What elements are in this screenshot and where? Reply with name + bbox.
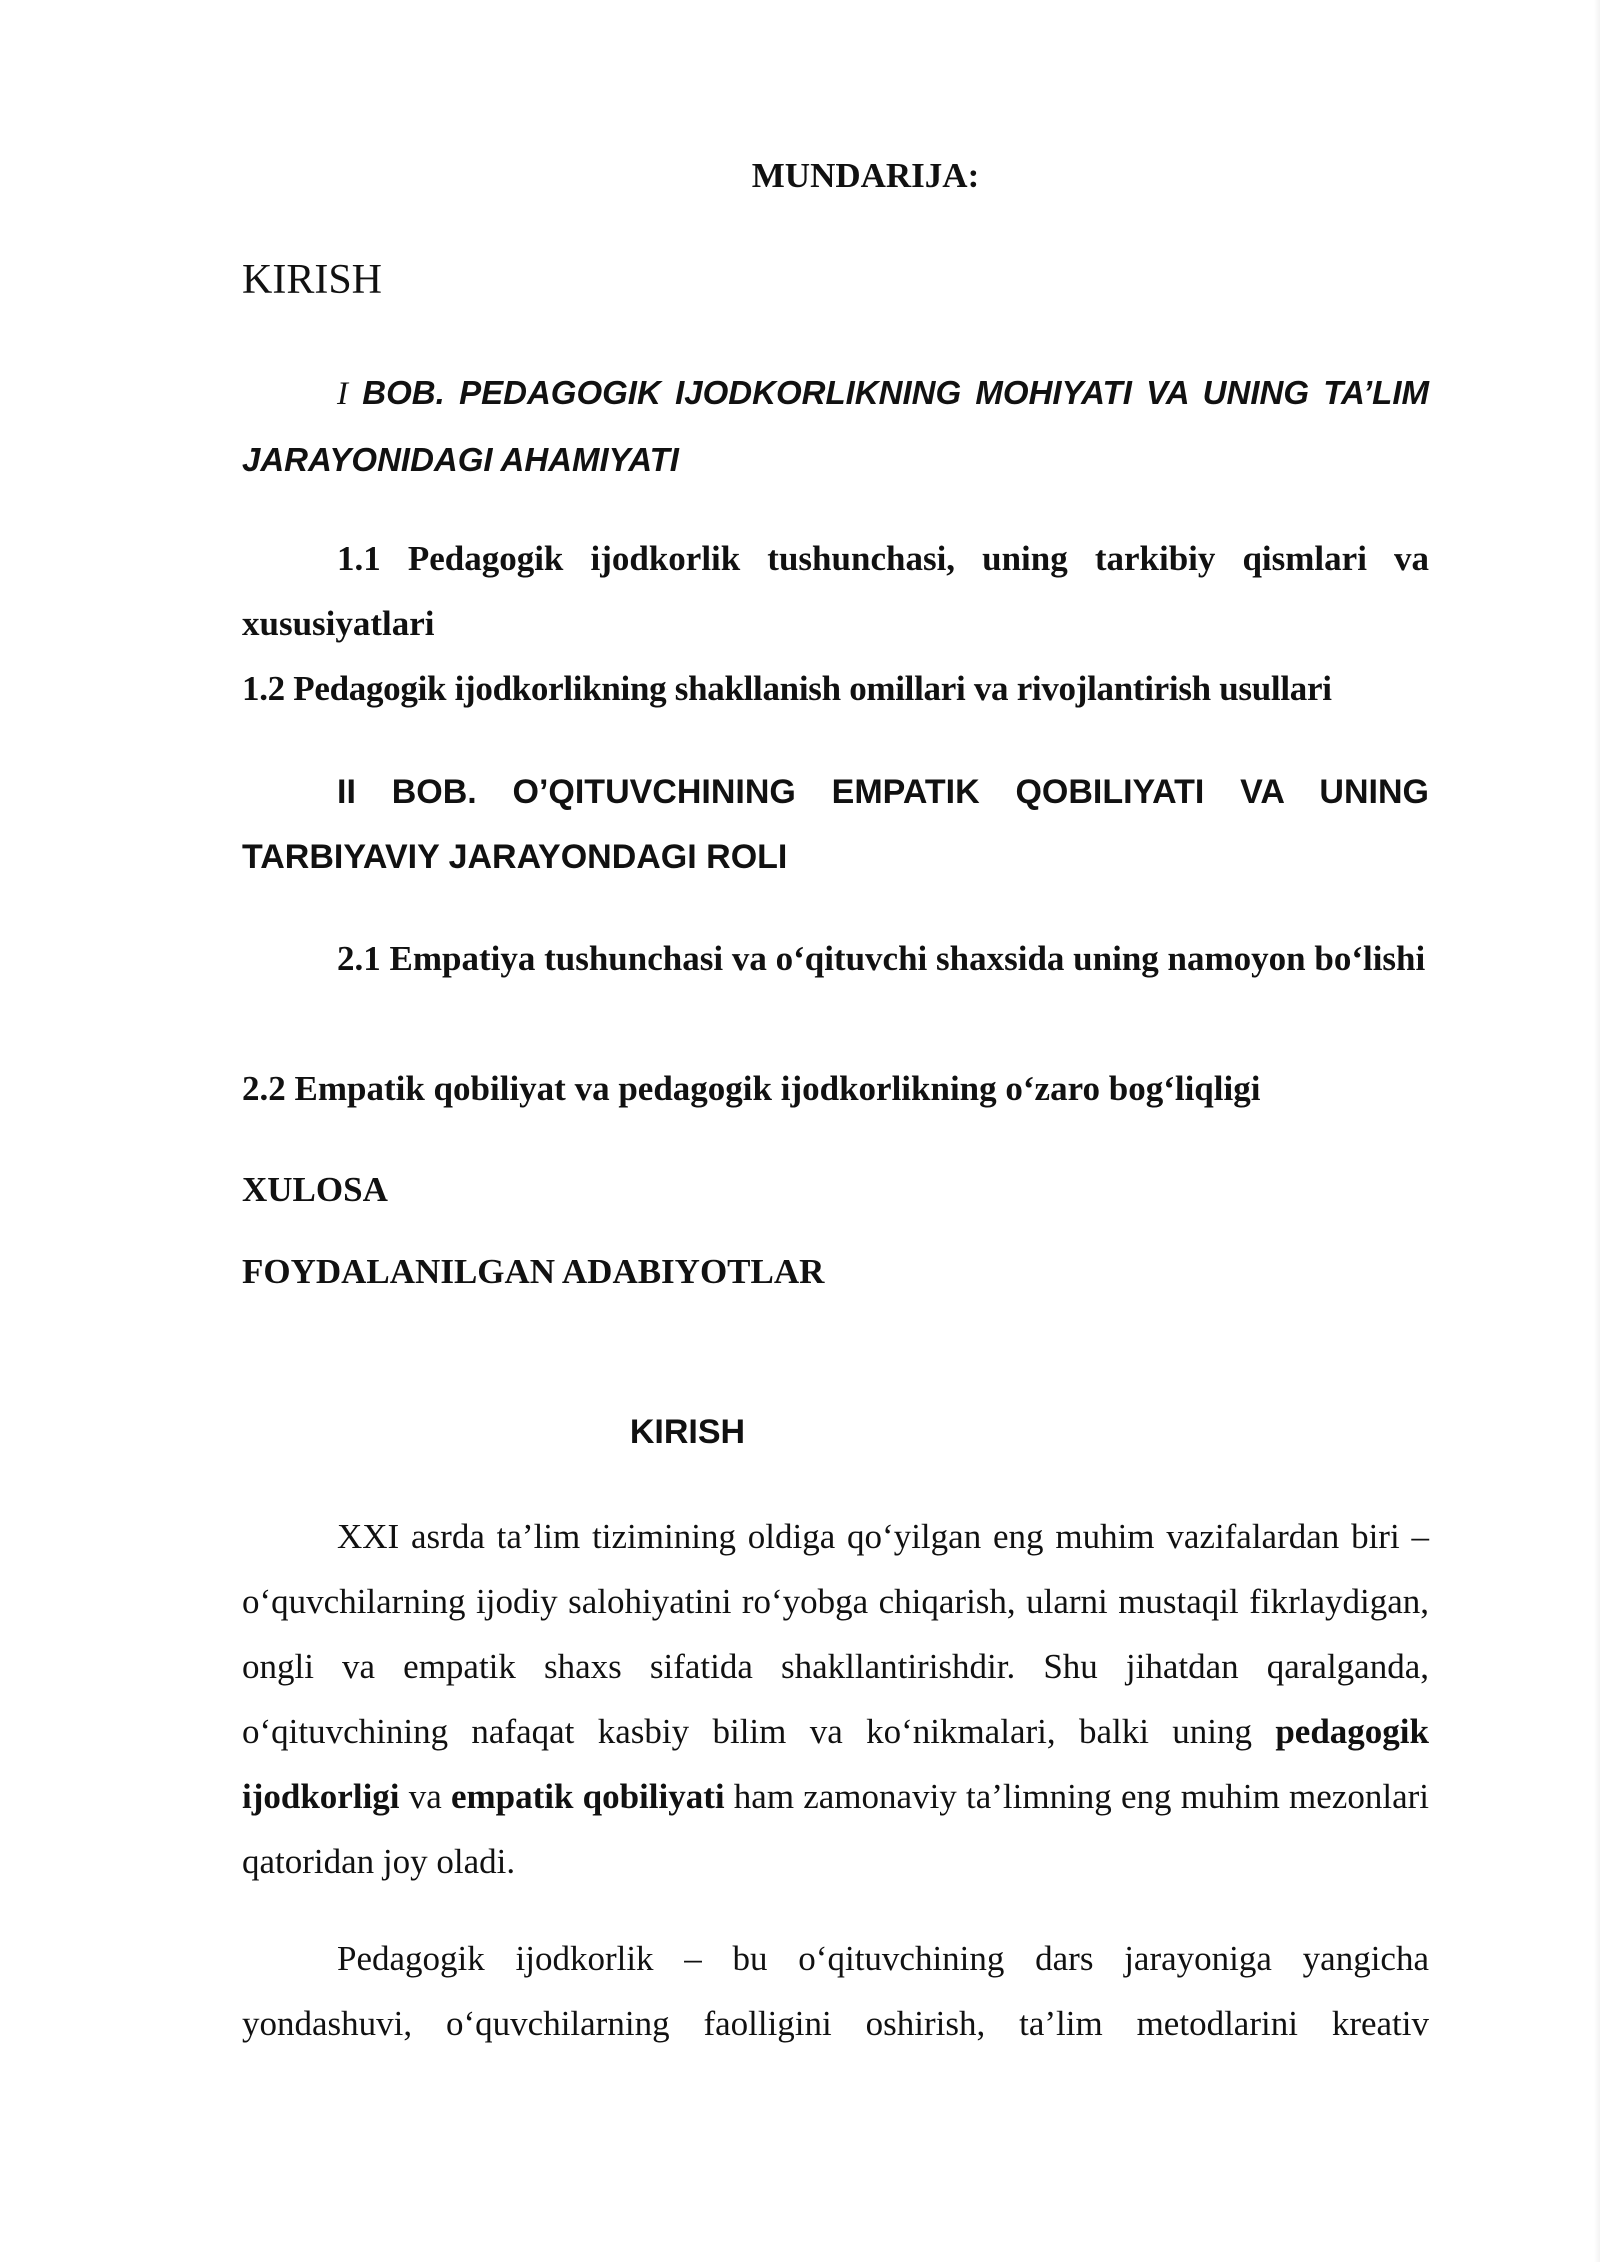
paragraph-1-bold-term-1: pedagogik ijodkorligi (242, 1712, 1429, 1816)
paragraph-1-text-b: va (399, 1777, 451, 1816)
paragraph-1-text-a: XXI asrda ta’lim tizimining oldiga qo‘yilgan eng muhim vazifalardan biri – o‘quvchilarning ijodiy salohiyatini ro‘yobga chiqarish, ularni mustaqil fikrlaydigan, ongli va empatik shaxs sifatida shakllantirishdir. Shu jihatdan qaralganda, o‘qituvchining nafaqat kasbiy bilim va ko‘nikmalari, balki uning (242, 1517, 1429, 1751)
toc-section-1-2: 1.2 Pedagogik ijodkorlikning shakllanish omillari va rivojlantirish usullari (242, 669, 1332, 708)
paragraph-1-bold-term-2: empatik qobiliyati (450, 1777, 725, 1816)
toc-chapter-1-title: BOB. PEDAGOGIK IJODKORLIKNING MOHIYATI VA UNING TA’LIM JARAYONIDAGI AHAMIYATI (242, 374, 1429, 478)
intro-paragraph-1 (242, 1504, 1429, 1894)
toc-chapter-1 (242, 360, 1429, 492)
paragraph-1-text-c: ham zamonaviy ta’limning eng muhim mezonlari qatoridan joy oladi. (242, 1777, 1429, 1881)
toc-section-2-1: 2.1 Empatiya tushunchasi va o‘qituvchi shaxsida uning namoyon bo‘lishi (337, 939, 1426, 978)
page-edge-shadow (1594, 0, 1600, 2262)
toc-entry-xulosa: XULOSA (242, 1170, 388, 1209)
section-heading-kirish: KIRISH (629, 1413, 746, 1451)
toc-section-1-1: 1.1 Pedagogik ijodkorlik tushunchasi, uning tarkibiy qismlari va xususiyatlari (242, 539, 1429, 643)
toc-chapter-1-roman: I (337, 376, 348, 412)
toc-chapter-2: II BOB. O’QITUVCHINING EMPATIK QOBILIYATI VA UNING TARBIYAVIY JARAYONDAGI ROLI (242, 773, 1429, 876)
toc-title: MUNDARIJA: (751, 156, 980, 195)
toc-entry-adabiyotlar: FOYDALANILGAN ADABIYOTLAR (242, 1252, 825, 1291)
toc-section-2-2: 2.2 Empatik qobiliyat va pedagogik ijodkorlikning o‘zaro bog‘liqligi (242, 1069, 1261, 1108)
toc-entry-kirish: KIRISH (242, 257, 383, 303)
intro-paragraph-2: Pedagogik ijodkorlik – bu o‘qituvchining dars jarayoniga yangicha yondashuvi, o‘quvchilarning faolligini oshirish, ta’lim metodlarini kreativ (242, 1939, 1429, 2043)
